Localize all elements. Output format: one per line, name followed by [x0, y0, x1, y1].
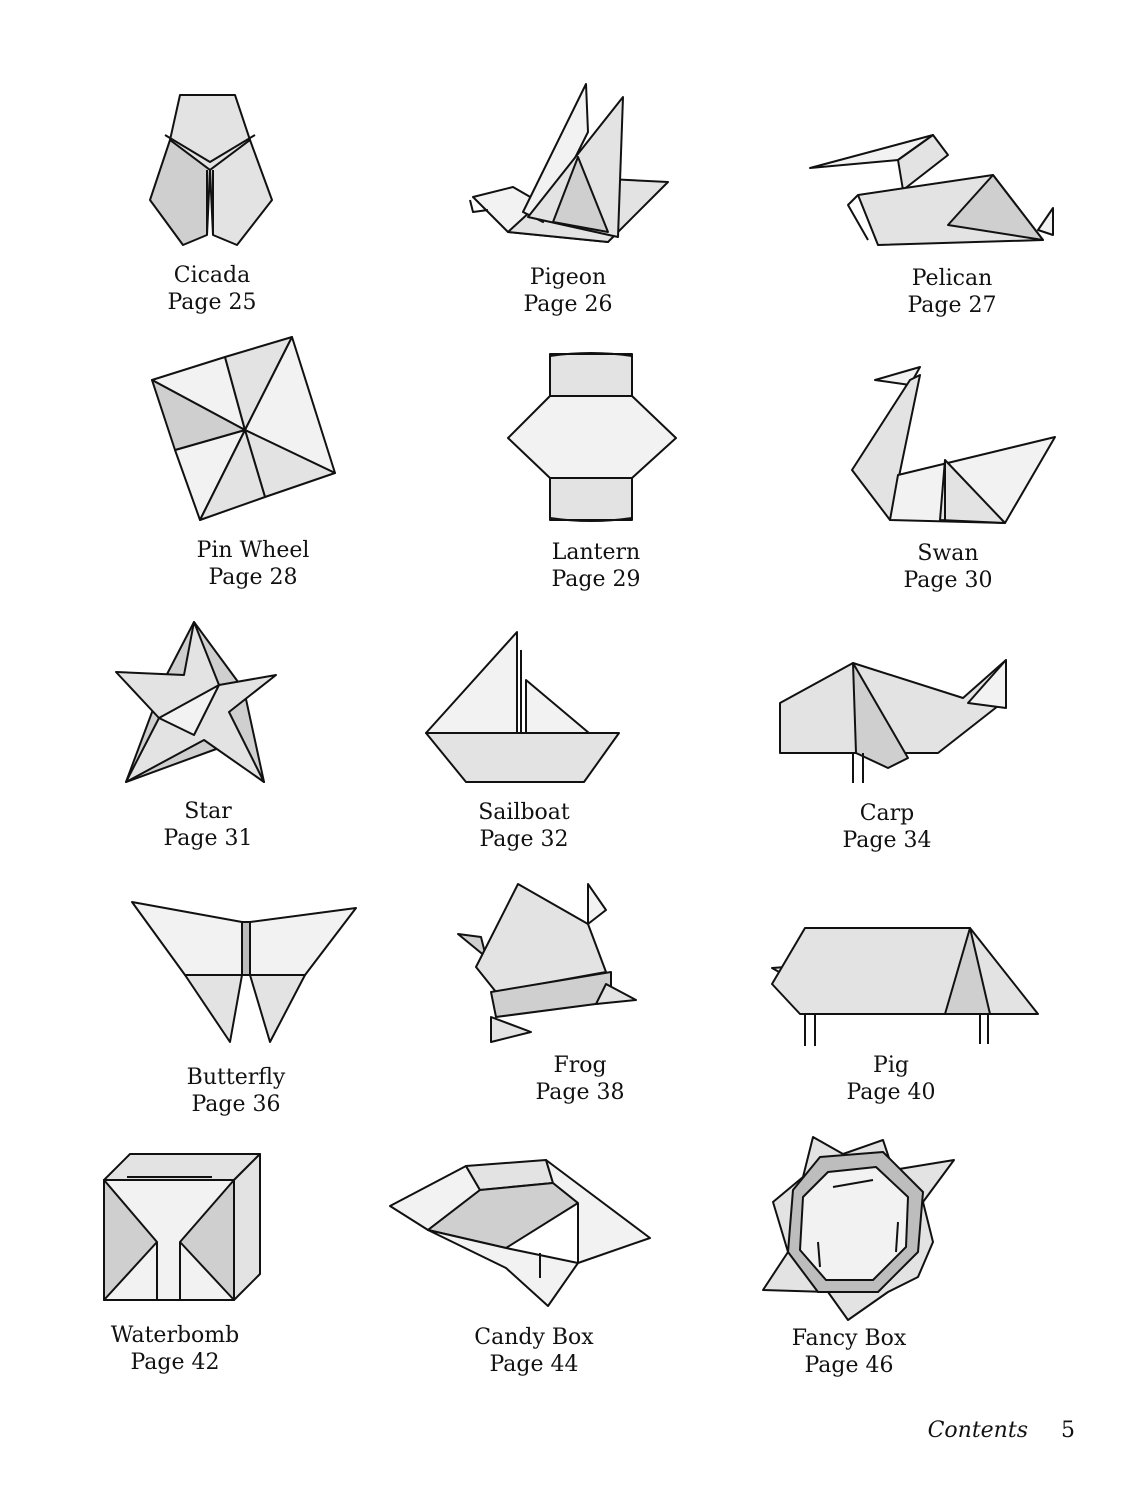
entry-pigeon-page: Page 26: [523, 292, 613, 317]
entry-sailboat-page: Page 32: [479, 827, 569, 852]
candy-box-illustration: [388, 1158, 654, 1310]
entry-fancy-box: [749, 1325, 949, 1379]
waterbomb-illustration: [102, 1152, 264, 1304]
carp-illustration: [778, 658, 1010, 786]
entry-lantern-name: Lantern: [551, 540, 641, 565]
entry-pigeon: [468, 264, 668, 318]
entry-waterbomb-page: Page 42: [130, 1350, 220, 1375]
swan-illustration: [850, 365, 1060, 525]
entry-pin-wheel: [153, 537, 353, 591]
entry-cicada: [112, 262, 312, 316]
entry-pelican: [852, 265, 1052, 319]
entry-carp-name: Carp: [859, 801, 915, 826]
entry-star-page: Page 31: [163, 826, 253, 851]
entry-pigeon-name: Pigeon: [529, 265, 607, 290]
entry-sailboat: [424, 799, 624, 853]
entry-lantern-page: Page 29: [551, 567, 641, 592]
entry-candy-box: [434, 1324, 634, 1378]
entry-swan-page: Page 30: [903, 568, 993, 593]
pigeon-illustration: [468, 82, 673, 252]
entry-waterbomb-name: Waterbomb: [110, 1323, 240, 1348]
entry-swan: [848, 540, 1048, 594]
entry-carp: [787, 800, 987, 854]
fancy-box-illustration: [758, 1132, 958, 1324]
entry-star-name: Star: [184, 799, 232, 824]
pelican-illustration: [808, 130, 1058, 250]
entry-butterfly-page: Page 36: [191, 1092, 281, 1117]
entry-waterbomb: [75, 1322, 275, 1376]
entry-cicada-page: Page 25: [167, 290, 257, 315]
footer-page-number: 5: [1061, 1418, 1075, 1443]
entry-pin-wheel-page: Page 28: [208, 565, 298, 590]
frog-illustration: [456, 882, 640, 1044]
star-illustration: [114, 620, 279, 785]
entry-lantern: [496, 539, 696, 593]
lantern-illustration: [506, 350, 678, 525]
entry-star: [108, 798, 308, 852]
entry-pig: [791, 1052, 991, 1106]
entry-fancy-box-name: Fancy Box: [791, 1326, 907, 1351]
pin-wheel-illustration: [150, 335, 340, 525]
cicada-illustration: [145, 90, 275, 250]
entry-pelican-name: Pelican: [911, 266, 993, 291]
entry-candy-box-page: Page 44: [489, 1352, 579, 1377]
entry-butterfly-name: Butterfly: [186, 1065, 286, 1090]
entry-pig-name: Pig: [873, 1053, 909, 1078]
pig-illustration: [770, 926, 1042, 1048]
entry-pelican-page: Page 27: [907, 293, 997, 318]
entry-butterfly: [136, 1064, 336, 1118]
footer-section-title: Contents: [927, 1418, 1028, 1443]
entry-candy-box-name: Candy Box: [474, 1325, 594, 1350]
entry-pig-page: Page 40: [846, 1080, 936, 1105]
entry-frog-name: Frog: [553, 1053, 607, 1078]
entry-cicada-name: Cicada: [173, 263, 251, 288]
sailboat-illustration: [424, 630, 622, 788]
butterfly-illustration: [130, 900, 358, 1045]
entry-swan-name: Swan: [917, 541, 979, 566]
entry-carp-page: Page 34: [842, 828, 932, 853]
entry-pin-wheel-name: Pin Wheel: [196, 538, 310, 563]
page-footer: [928, 1418, 1075, 1443]
entry-frog-page: Page 38: [535, 1080, 625, 1105]
entry-sailboat-name: Sailboat: [478, 800, 570, 825]
entry-frog: [480, 1052, 680, 1106]
entry-fancy-box-page: Page 46: [804, 1353, 894, 1378]
